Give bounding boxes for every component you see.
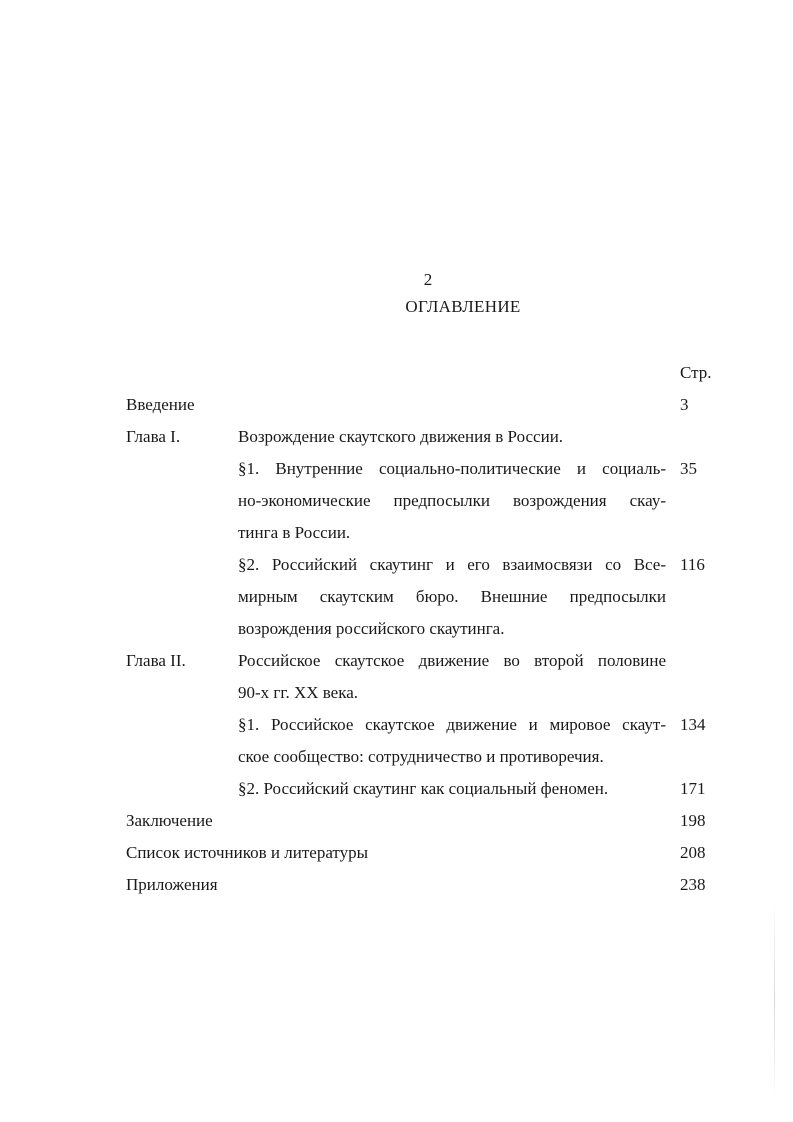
toc-ch2-sec1-line: §1. Российское скаутское движение и мировое скаут-	[238, 715, 666, 734]
page-number: 2	[423, 270, 433, 289]
toc-ch2-sec1-page: 134	[680, 715, 706, 734]
toc-chapter2-title-line: Российское скаутское движение во второй половине	[238, 651, 666, 670]
toc-ch1-sec2-line: мирным скаутским бюро. Внешние предпосылки	[238, 587, 666, 606]
page-title: ОГЛАВЛЕНИЕ	[405, 297, 521, 316]
toc-sources-page: 208	[680, 843, 706, 862]
toc-ch2-sec1-line: ское сообщество: сотрудничество и противоречия.	[238, 747, 604, 766]
toc-intro-page: 3	[680, 395, 689, 414]
scan-edge-shadow	[774, 900, 775, 1100]
toc-ch1-sec2-line: §2. Российский скаутинг и его взаимосвязи со Все-	[238, 555, 666, 574]
toc-ch1-sec1-line: но-экономические предпосылки возрождения скау-	[238, 491, 666, 510]
toc-appendix-page: 238	[680, 875, 706, 894]
toc-intro-label: Введение	[126, 395, 195, 414]
toc-ch1-sec1-line: §1. Внутренние социально-политические и социаль-	[238, 459, 666, 478]
toc-ch1-sec1-page: 35	[680, 459, 697, 478]
toc-ch1-sec2-line: возрождения российского скаутинга.	[238, 619, 505, 638]
toc-chapter2-title-line: 90-х гг. XX века.	[238, 683, 359, 702]
toc-chapter1-title: Возрождение скаутского движения в России.	[238, 427, 564, 446]
page-column-header: Стр.	[680, 363, 712, 382]
toc-chapter2-label: Глава II.	[126, 651, 186, 670]
toc-ch1-sec1-line: тинга в России.	[238, 523, 351, 542]
toc-ch2-sec2-page: 171	[680, 779, 706, 798]
toc-sources-label: Список источников и литературы	[126, 843, 369, 862]
toc-ch2-sec2-line: §2. Российский скаутинг как социальный феномен.	[238, 779, 609, 798]
toc-chapter1-label: Глава I.	[126, 427, 181, 446]
toc-appendix-label: Приложения	[126, 875, 218, 894]
toc-conclusion-page: 198	[680, 811, 706, 830]
toc-ch1-sec2-page: 116	[680, 555, 705, 574]
toc-conclusion-label: Заключение	[126, 811, 213, 830]
